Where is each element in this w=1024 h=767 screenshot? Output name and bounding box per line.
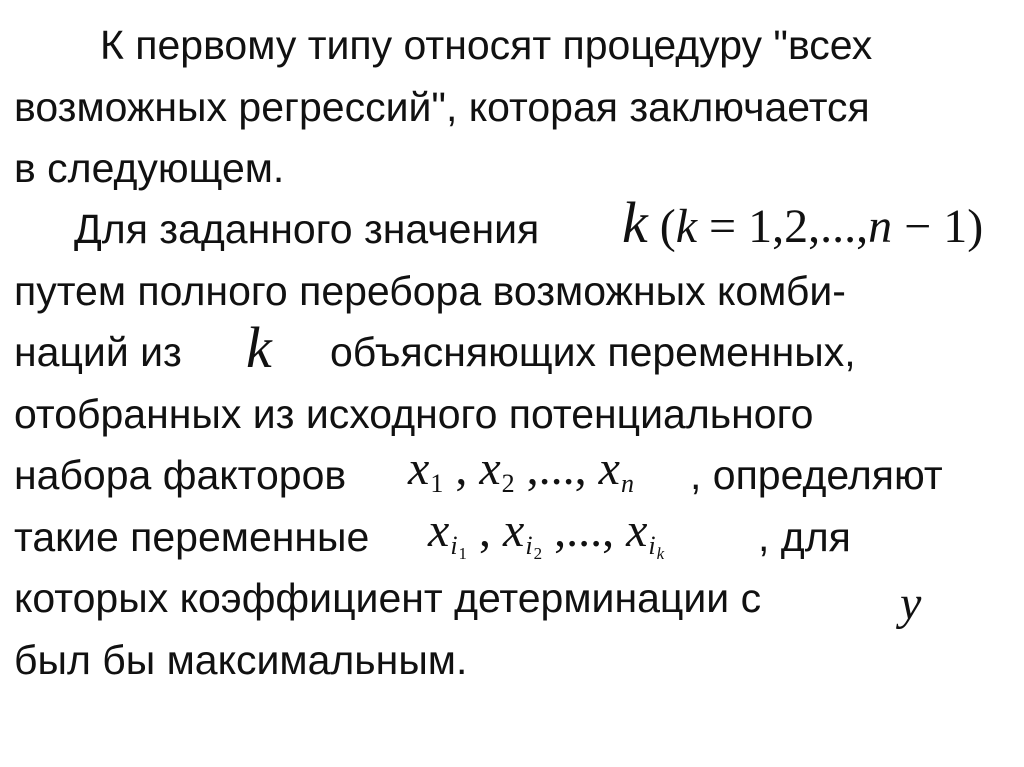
selected-variables-formula xyxy=(0,506,1024,568)
formula-k-range xyxy=(0,190,1024,260)
paragraph1-line2: возможных регрессий", которая заключается xyxy=(14,84,870,130)
paragraph2-line1: Для заданного значения xyxy=(74,206,540,252)
paragraph2-line5-post: , определяют xyxy=(690,452,943,498)
y-symbol-line xyxy=(0,567,1024,629)
paragraph2-line8: был бы максимальным. xyxy=(14,637,468,683)
paragraph2-line7: которых коэффициент детерминации с xyxy=(14,575,762,621)
paragraph2-line4: отобранных из исходного потенциального xyxy=(14,391,814,437)
k-symbol: k xyxy=(246,315,272,380)
paragraph2-line5-pre: набора факторов xyxy=(14,452,347,498)
paragraph2-line6-pre: такие переменные xyxy=(14,514,370,560)
selected-variables-content: $xi_1$ , $xi_2$ ,..., $xi_k$ xyxy=(428,504,665,563)
paragraph2-line3-pre: наций из xyxy=(14,329,182,375)
paragraph1-line3: в следующем. xyxy=(14,145,285,191)
factors-formula-content: x1 , x2 ,..., xn xyxy=(408,442,634,498)
formula-k-range-content: k (k = 1,2,...,n − 1) xyxy=(622,190,984,255)
paragraph2-line2: путем полного перебора возможных комби- xyxy=(14,268,846,314)
y-symbol: y xyxy=(900,577,922,630)
paragraph2-line3-post: объясняющих переменных, xyxy=(330,329,856,375)
paragraph2-line6-post: , для xyxy=(758,514,851,560)
paragraph1-line1: К первому типу относят процедуру "всех xyxy=(100,22,873,68)
